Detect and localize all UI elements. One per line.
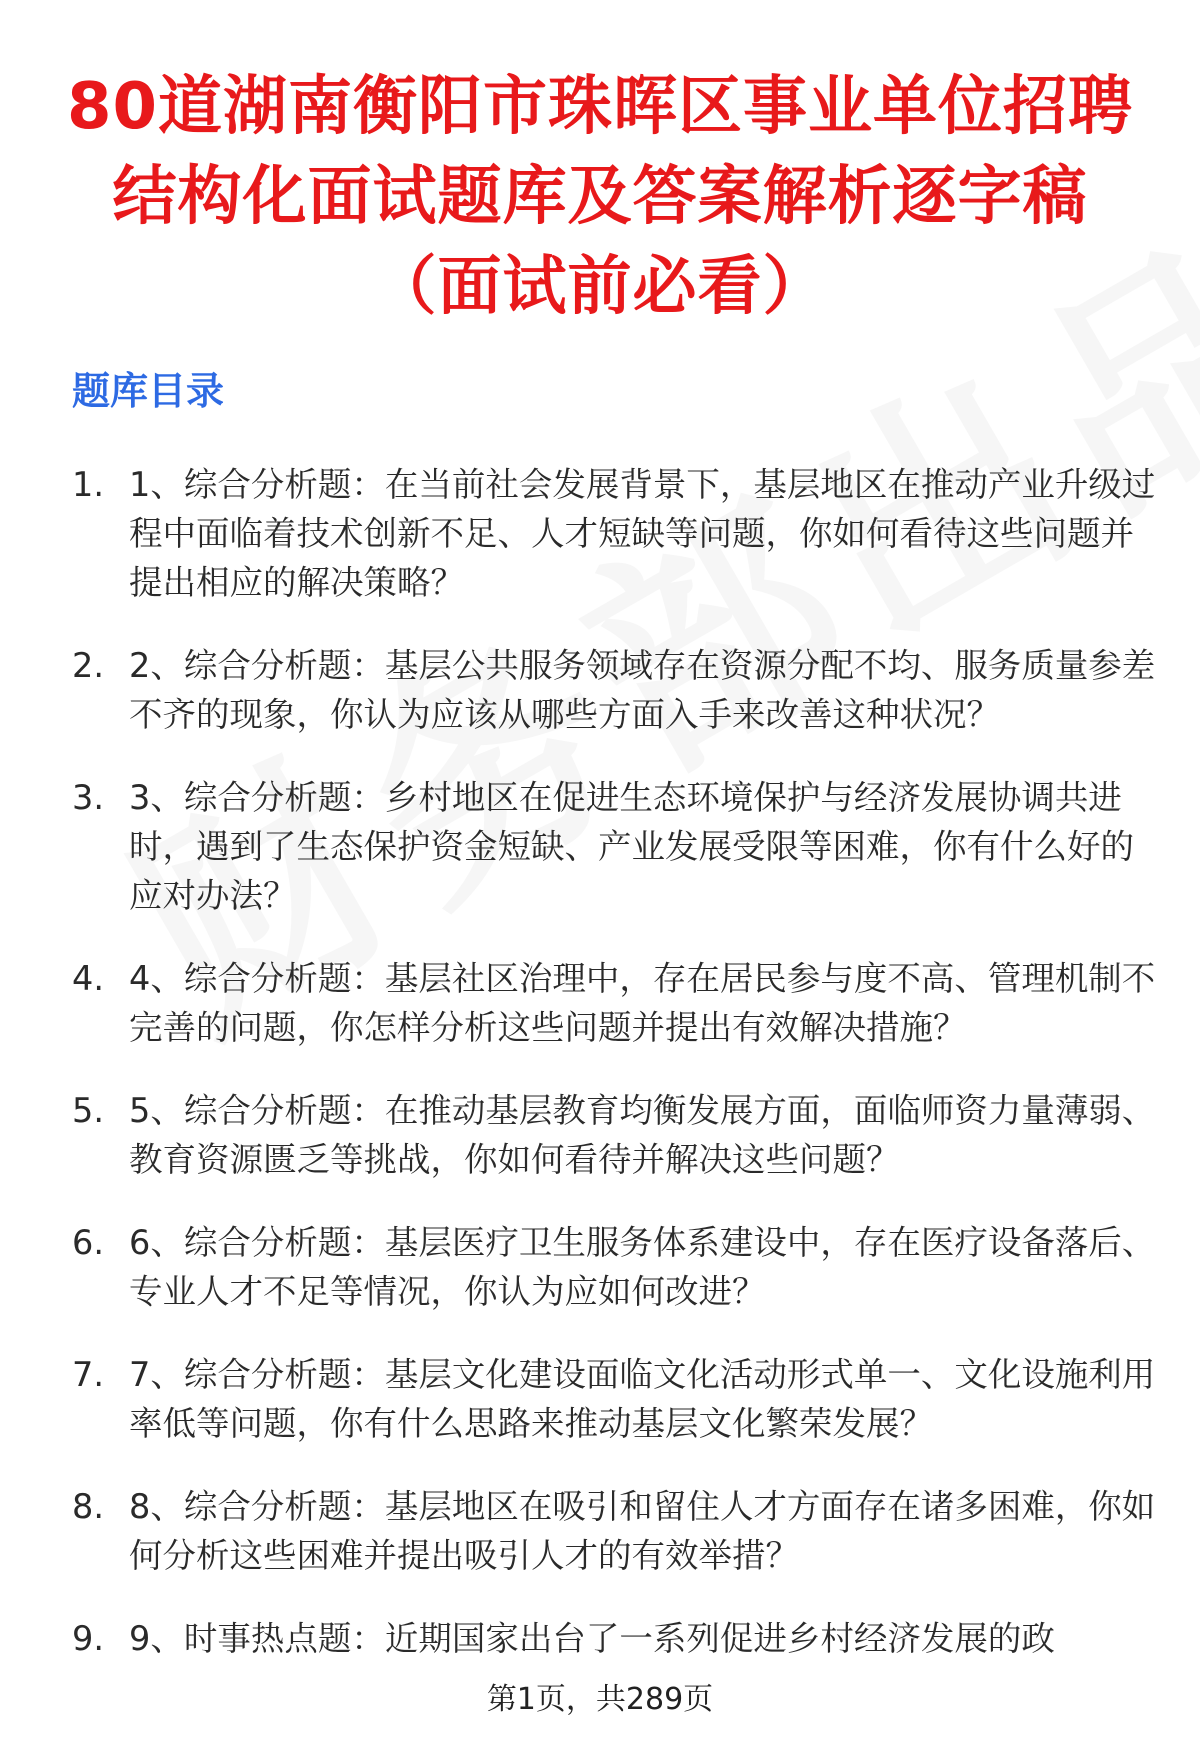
toc-item-number: 5. xyxy=(72,1091,104,1130)
toc-item-2[interactable] xyxy=(72,641,1162,739)
toc-item-text: 6、综合分析题：基层医疗卫生服务体系建设中，存在医疗设备落后、专业人才不足等情况，你认为应如何改进？ xyxy=(129,1223,1156,1311)
toc-item-text: 1、综合分析题：在当前社会发展背景下，基层地区在推动产业升级过程中面临着技术创新不足、人才短缺等问题，你如何看待这些问题并提出相应的解决策略？ xyxy=(129,465,1156,602)
toc-item-text: 2、综合分析题：基层公共服务领域存在资源分配不均、服务质量参差不齐的现象，你认为应该从哪些方面入手来改善这种状况？ xyxy=(129,646,1156,734)
toc-item-3[interactable] xyxy=(72,773,1162,920)
toc-item-number: 6. xyxy=(72,1223,104,1262)
toc-item-7[interactable] xyxy=(72,1350,1162,1448)
toc-item-text: 5、综合分析题：在推动基层教育均衡发展方面，面临师资力量薄弱、教育资源匮乏等挑战，你如何看待并解决这些问题？ xyxy=(129,1091,1156,1179)
document-title: 80道湖南衡阳市珠晖区事业单位招聘结构化面试题库及答案解析逐字稿（面试前必看） xyxy=(66,70,1134,324)
toc-item-number: 8. xyxy=(72,1487,104,1526)
toc-item-6[interactable] xyxy=(72,1218,1162,1316)
toc-item-text: 7、综合分析题：基层文化建设面临文化活动形式单一、文化设施利用率低等问题，你有什么思路来推动基层文化繁荣发展？ xyxy=(129,1355,1156,1443)
page-number: 第1页，共289页 xyxy=(486,1682,714,1717)
toc-item-number: 7. xyxy=(72,1355,104,1394)
toc-item-number: 3. xyxy=(72,778,104,817)
toc-item-text: 4、综合分析题：基层社区治理中，存在居民参与度不高、管理机制不完善的问题，你怎样分析这些问题并提出有效解决措施？ xyxy=(129,959,1156,1047)
toc-item-8[interactable] xyxy=(72,1482,1162,1580)
toc-heading: 题库目录 xyxy=(72,369,225,413)
toc-item-text: 3、综合分析题：乡村地区在促进生态环境保护与经济发展协调共进时，遇到了生态保护资金短缺、产业发展受限等困难，你有什么好的应对办法？ xyxy=(129,778,1134,915)
toc-item-text: 9、时事热点题：近期国家出台了一系列促进乡村经济发展的政 xyxy=(129,1619,1055,1658)
toc-item-5[interactable] xyxy=(72,1086,1162,1184)
toc-item-1[interactable] xyxy=(72,460,1162,607)
toc-item-text: 8、综合分析题：基层地区在吸引和留住人才方面存在诸多困难，你如何分析这些困难并提出吸引人才的有效举措？ xyxy=(129,1487,1156,1575)
toc-item-4[interactable] xyxy=(72,954,1162,1052)
toc-item-number: 4. xyxy=(72,959,104,998)
toc-item-number: 1. xyxy=(72,465,104,504)
toc-item-9[interactable] xyxy=(72,1614,1162,1663)
toc-item-number: 2. xyxy=(72,646,104,685)
toc-item-number: 9. xyxy=(72,1619,104,1658)
toc-list xyxy=(72,460,1162,1697)
